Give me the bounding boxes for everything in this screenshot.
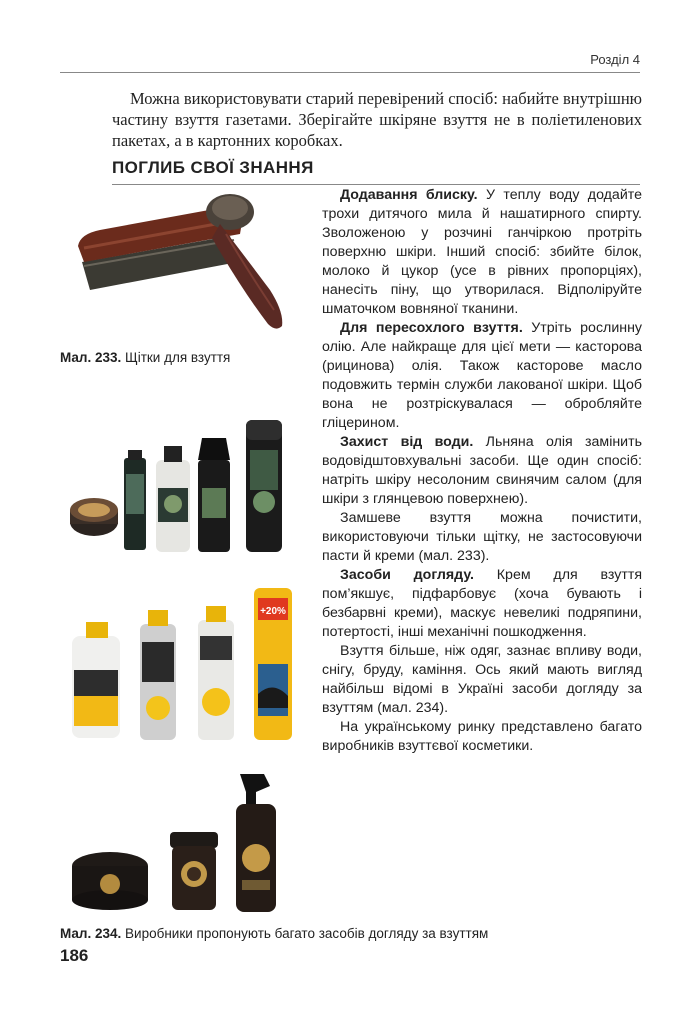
figure-233-label: Мал. 233. (60, 350, 122, 365)
paragraph-market (322, 718, 642, 756)
header-divider (60, 72, 640, 73)
paragraph-suede-text: Замшеве взуття можна почистити, використовуючи тільки щітку, не застосовуючи пасти й креми (мал. 233). (322, 510, 642, 564)
page-number: 186 (60, 946, 89, 965)
paragraph-care-products (322, 566, 642, 642)
paragraph-exposure (322, 642, 642, 718)
figure-234-label: Мал. 234. (60, 926, 122, 941)
figure-234-caption (60, 926, 488, 941)
paragraph-shine (322, 186, 642, 319)
paragraph-exposure-text: Взуття більше, ніж одяг, зазнає впливу води, снігу, бруду, каміння. Ось який мають вигляд найбільш відомі в Україні засоби догляду за взуттям (мал. 234). (322, 643, 642, 716)
promo-label: +20% (260, 606, 286, 617)
body-text-column (322, 186, 642, 756)
section-title: ПОГЛИБ СВОЇ ЗНАННЯ (112, 158, 314, 177)
intro-paragraph: Можна використовувати старий перевірений спосіб: набийте внутрішню частину взуття газетами. Зберігайте шкіряне взуття не в поліетиленових пакетах, а в картонних коробках. (112, 89, 642, 150)
paragraph-water-protection-heading: Захист від води. (340, 434, 474, 450)
paragraph-dried-shoes (322, 319, 642, 433)
paragraph-care-products-text: Крем для взуття пом’якшує, підфарбовує (хоча бувають і безбарвні креми), маскує невеликі подряпини, потертості, інші механічні пошкодження. (322, 567, 643, 640)
paragraph-dried-shoes-text: Утріть рослинну олію. Але найкраще для цієї мети — касторова (рицинова) олія. Також касторове масло подовжить термін служби лакованої шкіри. Щоб вона не розтріскувалася — обробляйте гліцерином. (322, 320, 643, 431)
figure-233-caption (60, 350, 230, 365)
paragraph-water-protection (322, 433, 642, 509)
figure-233-text: Щітки для взуття (121, 350, 231, 365)
shoe-brushes-illustration (70, 190, 300, 340)
section-divider (112, 184, 640, 185)
shoe-care-products-dark (68, 410, 300, 560)
shoe-care-products-jars (70, 766, 310, 916)
paragraph-market-text: На українському ринку представлено багато виробників взуттєвої косметики. (322, 719, 642, 754)
paragraph-water-protection-text: Льняна олія замінить водовідштовхувальні засоби. Ще один спосіб: натріть шкіру несолоним свинячим салом (для шкіри з глянцевою поверхнею). (322, 434, 642, 507)
paragraph-suede (322, 509, 642, 566)
paragraph-dried-shoes-heading: Для пересохлого взуття. (340, 320, 523, 336)
figure-234-text: Виробники пропонують багато засобів догляду за взуттям (121, 926, 489, 941)
paragraph-shine-text: У теплу воду додайте трохи дитячого мила й нашатирного спирту. Зволоженою у розчині ганчіркою протріть поверхню шкіри. Інший спосіб: збийте білок, молоко й цукор (усе в рівних пропорціях), нанесіть піну, що утворилася. Відполіруйте шматочком вовняної тканини. (322, 187, 642, 317)
shoe-care-products-yellow (68, 584, 298, 744)
section-header: Розділ 4 (590, 52, 640, 67)
paragraph-care-products-heading: Засоби догляду. (340, 567, 474, 583)
paragraph-shine-heading: Додавання блиску. (340, 187, 478, 203)
